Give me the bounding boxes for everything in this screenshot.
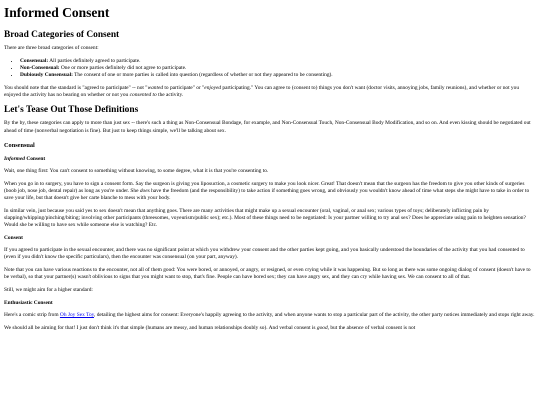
list-item-term: Consensual: xyxy=(20,57,49,64)
text-run: You should note that the standard is "agreed to participate" -- not " xyxy=(4,84,148,91)
oh-joy-sex-toy-link[interactable]: Oh Joy Sex Toy xyxy=(59,312,94,319)
text-run: We should all be aiming for that! I just don't think it's that simple (humans are messy, and human relationships doubly so). And verbal consent is xyxy=(4,324,317,331)
consent-paragraph-2: Note that you can have various reactions to the encounter, not all of them good: You were bored, or annoyed, or angry, or resigned, or even crying while it was happening. But so long as there was some ongoing dialog of consent (doesn't have to be verbal), so that your partner(s) wasn't oblivious to signs that you might want to stop, that's fine. People can have bored sex; they can have angry sex, and they can cry while having sex. We can consent to all of that. xyxy=(4,267,531,281)
text-run: When you go in to surgery, you have to sign a consent form. Say the surgeon is giving you liposuction, a cosmetic surgery to make you look nicer. Great! That doesn't mean that the surgeon has the freedom to give you other kinds of surgeries (boob job, nose job, dental repair) as long as you're under. She xyxy=(4,180,525,194)
consent-paragraph-1: If you agreed to participate in the sexual encounter, and there was no significant point at which you withdrew your consent and the other parties kept going, and you basically understood the boundaries of the activity that you had consented to (even if you didn't know the specific particulars), then the encounter was consensual (on your part, anyway). xyxy=(4,247,525,261)
enthusiastic-paragraph-1 xyxy=(4,312,536,319)
emphasis: enjoyed xyxy=(204,84,222,91)
section-heading-broad-categories: Broad Categories of Consent xyxy=(4,29,120,40)
emphasis: Informed xyxy=(4,156,25,163)
standard-note-paragraph xyxy=(4,85,536,99)
list-item-desc: The consent of one or more parties is called into question (regardless of whether or not they appeared to be consenting). xyxy=(72,72,333,79)
emphasis: good xyxy=(316,324,328,331)
list-item-term: Dubiously Consensual: xyxy=(20,72,73,79)
emphasis: consented to xyxy=(129,92,157,98)
consent-paragraph-3: Still, we might aim for a higher standard: xyxy=(4,287,93,294)
enthusiastic-paragraph-2 xyxy=(4,325,536,332)
heading-enthusiastic-consent: Enthusiastic Consent xyxy=(4,300,53,307)
emphasis: wanted xyxy=(147,84,164,91)
page-title: Informed Consent xyxy=(4,5,110,20)
section-heading-tease-out: Let's Tease Out Those Definitions xyxy=(4,105,139,116)
list-item xyxy=(20,58,536,65)
broad-intro: There are three broad categories of consent: xyxy=(4,45,99,52)
text-run: to participate" or " xyxy=(163,84,205,91)
text-run: participating." You can agree to (consent to) things you don't want (doctor visits, annoying jobs, family reunions), and whether or not you enjoyed the activity has no bearing on whether or not you xyxy=(4,84,520,98)
text-run: Here's a comic strip from xyxy=(4,312,60,319)
list-item-desc: One or more parties definitely did not agree to participate. xyxy=(59,65,187,72)
tease-paragraph: By the by, these categories can apply to more than just sex -- there's such a thing as Non-Consensual Bondage, for example, and Non-Consensual Touch, Non-Consensual Body Modification, and so on. And even kissing should be negotiated out ahead of time (nonverbal negotiation is fine). But just to keep things simple, we'll be talking about sex. xyxy=(4,120,531,134)
informed-paragraph-3: In similar vein, just because you said yes to sex doesn't mean that anything goes. There are many activities that might make up a sexual encounter (oral, vaginal, or anal sex; various types of toys; deliberately inflicting pain by slapping/whipping/pinching/biting; involving other participants (threesomes, voyeurism/public sex); etc.). Most of these things need to be negotiated: Is your partner willing to try anal sex? Does he appreciate using pain to heighten sensation? Would she be willing to have sex while someone else is watching? Etc. xyxy=(4,207,526,229)
informed-paragraph-1: Wait, one thing first: You can't consent to something without knowing, to some degree, what it is that you're consenting to. xyxy=(4,168,269,175)
list-item-desc: All parties definitely agreed to participate. xyxy=(48,57,141,64)
text-run: have the freedom (and the responsibility) to take action if something goes wrong, and obviously you wouldn't know ahead of time what steps she might have to take in order to save your life, but that doesn't give her carte blanche to mess with your body. xyxy=(4,187,530,202)
text-run: , detailing the highest aims for consent: Everyone's happily agreeing to the activity, and when anyone wants to stop a particular part of the activity, the other party notices immediately and stops right away. xyxy=(94,312,535,319)
informed-paragraph-2 xyxy=(4,181,536,202)
text-run: , but the absence of verbal consent is not xyxy=(327,324,416,331)
text-run: Consent xyxy=(24,156,46,163)
list-item xyxy=(20,72,536,79)
subsection-heading-consensual: Consensual xyxy=(4,141,35,149)
heading-informed-consent xyxy=(4,156,536,163)
heading-consent: Consent xyxy=(4,235,23,242)
list-item-term: Non-Consensual: xyxy=(20,65,60,72)
category-list xyxy=(4,58,536,79)
text-run: the activity. xyxy=(156,92,184,98)
emphasis: does xyxy=(139,187,150,194)
